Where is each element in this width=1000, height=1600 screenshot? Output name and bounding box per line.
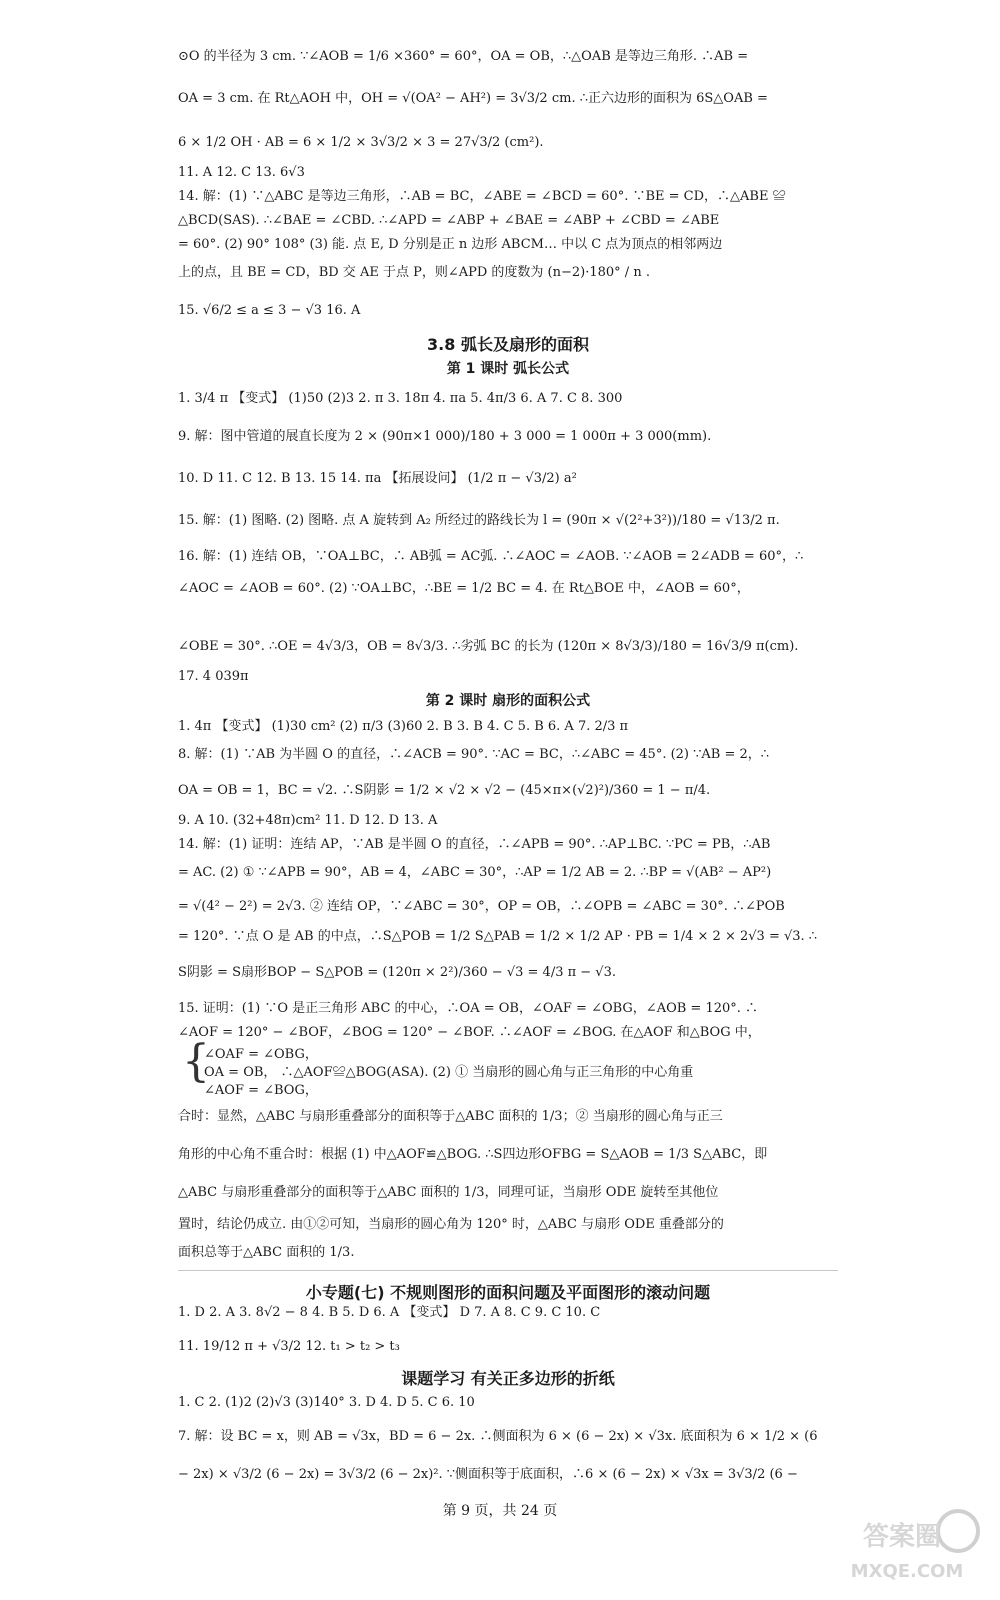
text-line: 1. C 2. (1)2 (2)√3 (3)140° 3. D 4. D 5. C 6. 10 <box>178 1395 475 1410</box>
text-line: ∠AOC = ∠AOB = 60°. (2) ∵OA⊥BC，∴BE = 1/2 BC = 4. 在 Rt△BOE 中，∠AOB = 60°， <box>178 581 750 596</box>
section-heading: 3.8 弧长及扇形的面积 <box>427 335 589 354</box>
text-line: 1. 3/4 π 【变式】 (1)50 (2)3 2. π 3. 18π 4. πa 5. 4π/3 6. A 7. C 8. 300 <box>178 391 623 406</box>
text-line: ∠AOF = 120° − ∠BOF，∠BOG = 120° − ∠BOF. ∴∠AOF = ∠BOG. 在△AOF 和△BOG 中， <box>178 1025 761 1040</box>
text-line: 8. 解：(1) ∵AB 为半圆 O 的直径，∴∠ACB = 90°. ∵AC = BC，∴∠ABC = 45°. (2) ∵AB = 2，∴ <box>178 747 770 762</box>
study-heading: 课题学习 有关正多边形的折纸 <box>401 1369 615 1388</box>
watermark-logo <box>832 1505 982 1585</box>
page-footer: 第 9 页，共 24 页 <box>442 1503 558 1519</box>
svg-text:MXQE.COM: MXQE.COM <box>850 1561 964 1582</box>
text-line: 10. D 11. C 12. B 13. 15 14. πa 【拓展设问】 (1/2 π − √3/2) a² <box>178 471 577 486</box>
text-line: 合时：显然，△ABC 与扇形重叠部分的面积等于△ABC 面积的 1/3；② 当扇形的圆心角与正三 <box>178 1109 723 1124</box>
text-line: △BCD(SAS). ∴∠BAE = ∠CBD. ∴∠APD = ∠ABP + ∠BAE = ∠ABP + ∠CBD = ∠ABE <box>178 213 720 228</box>
special-topic-heading: 小专题(七) 不规则图形的面积问题及平面图形的滚动问题 <box>305 1283 711 1302</box>
text-line: = 60°. (2) 90° 108° (3) 能. 点 E, D 分别是正 n 边形 ABCM… 中以 C 点为顶点的相邻两边 <box>178 237 723 252</box>
text-line: 15. √6/2 ≤ a ≤ 3 − √3 16. A <box>178 303 361 318</box>
text-line: OA = OB = 1，BC = √2. ∴S阴影 = 1/2 × √2 × √2 − (45×π×(√2)²)/360 = 1 − π/4. <box>178 783 711 798</box>
text-line: 上的点，且 BE = CD，BD 交 AE 于点 P，则∠APD 的度数为 (n−2)·180° / n . <box>178 265 650 280</box>
text-line: ∠OAF = ∠OBG， <box>204 1047 318 1062</box>
text-line: 7. 解：设 BC = x，则 AB = √3x，BD = 6 − 2x. ∴侧面积为 6 × (6 − 2x) × √3x. 底面积为 6 × 1/2 × (6 <box>178 1429 818 1444</box>
text-line: − 2x) × √3/2 (6 − 2x) = 3√3/2 (6 − 2x)². ∵侧面积等于底面积，∴6 × (6 − 2x) × √3x = 3√3/2 (6 − <box>178 1467 798 1482</box>
text-line: 1. D 2. A 3. 8√2 − 8 4. B 5. D 6. A 【变式】 D 7. A 8. C 9. C 10. C <box>178 1305 601 1320</box>
text-line: 15. 解：(1) 图略. (2) 图略. 点 A 旋转到 A₂ 所经过的路线长为 l = (90π × √(2²+3²))/180 = √13/2 π. <box>178 513 780 528</box>
text-line: = AC. (2) ① ∵∠APB = 90°，AB = 4，∠ABC = 30°，∴AP = 1/2 AB = 2. ∴BP = √(AB² − AP²) <box>178 865 772 880</box>
text-line: 17. 4 039π <box>178 669 249 684</box>
text-line: = 120°. ∵点 O 是 AB 的中点，∴S△POB = 1/2 S△PAB = 1/2 × 1/2 AP · PB = 1/4 × 2 × 2√3 = √3. ∴ <box>178 929 818 944</box>
text-line: 置时，结论仍成立. 由①②可知，当扇形的圆心角为 120° 时，△ABC 与扇形 ODE 重叠部分的 <box>178 1217 724 1232</box>
system-brace: { <box>182 1036 210 1087</box>
text-line: OA = OB， ∴△AOF≌△BOG(ASA). (2) ① 当扇形的圆心角与正三角形的中心角重 <box>204 1065 694 1080</box>
text-line: △ABC 与扇形重叠部分的面积等于△ABC 面积的 1/3，同理可证，当扇形 ODE 旋转至其他位 <box>178 1185 719 1200</box>
text-line: OA = 3 cm. 在 Rt△AOH 中，OH = √(OA² − AH²) = 3√3/2 cm. ∴正六边形的面积为 6S△OAB = <box>178 91 768 106</box>
text-line: ∠OBE = 30°. ∴OE = 4√3/3，OB = 8√3/3. ∴劣弧 BC 的长为 (120π × 8√3/3)/180 = 16√3/9 π(cm). <box>178 639 799 654</box>
svg-text:答案圈: 答案圈 <box>862 1522 942 1552</box>
text-line: 1. 4π 【变式】 (1)30 cm² (2) π/3 (3)60 2. B 3. B 4. C 5. B 6. A 7. 2/3 π <box>178 719 629 734</box>
lesson-heading: 第 1 课时 弧长公式 <box>446 361 570 377</box>
text-line: 角形的中心角不重合时：根据 (1) 中△AOF≌△BOG. ∴S四边形OFBG = S△AOB = 1/3 S△ABC，即 <box>178 1147 768 1162</box>
text-line: 6 × 1/2 OH · AB = 6 × 1/2 × 3√3/2 × 3 = 27√3/2 (cm²). <box>178 135 544 150</box>
text-line: 16. 解：(1) 连结 OB，∵OA⊥BC，∴ AB弧 = AC弧. ∴∠AOC = ∠AOB. ∵∠AOB = 2∠ADB = 60°，∴ <box>178 549 804 564</box>
lesson-heading: 第 2 课时 扇形的面积公式 <box>425 693 591 709</box>
section-divider <box>178 1270 838 1271</box>
text-line: ⊙O 的半径为 3 cm. ∵∠AOB = 1/6 ×360° = 60°，OA = OB，∴△OAB 是等边三角形. ∴AB = <box>178 49 749 64</box>
text-line: 14. 解：(1) ∵△ABC 是等边三角形，∴AB = BC，∠ABE = ∠BCD = 60°. ∵BE = CD，∴△ABE ≌ <box>178 189 786 204</box>
text-line: 11. A 12. C 13. 6√3 <box>178 165 305 180</box>
text-line: ∠AOF = ∠BOG， <box>204 1083 318 1098</box>
text-line: 11. 19/12 π + √3/2 12. t₁ > t₂ > t₃ <box>178 1339 400 1354</box>
text-line: 9. A 10. (32+48π)cm² 11. D 12. D 13. A <box>178 813 438 828</box>
text-line: 15. 证明：(1) ∵O 是正三角形 ABC 的中心，∴OA = OB，∠OAF = ∠OBG，∠AOB = 120°. ∴ <box>178 1001 759 1016</box>
text-line: 14. 解：(1) 证明：连结 AP，∵AB 是半圆 O 的直径，∴∠APB = 90°. ∴AP⊥BC. ∵PC = PB，∴AB <box>178 837 771 852</box>
text-line: = √(4² − 2²) = 2√3. ② 连结 OP，∵∠ABC = 30°，OP = OB，∴∠OPB = ∠ABC = 30°. ∴∠POB <box>178 899 785 914</box>
text-line: S阴影 = S扇形BOP − S△POB = (120π × 2²)/360 − √3 = 4/3 π − √3. <box>178 965 616 980</box>
text-line: 面积总等于△ABC 面积的 1/3. <box>178 1245 355 1260</box>
text-line: 9. 解：图中管道的展直长度为 2 × (90π×1 000)/180 + 3 000 = 1 000π + 3 000(mm). <box>178 429 712 444</box>
